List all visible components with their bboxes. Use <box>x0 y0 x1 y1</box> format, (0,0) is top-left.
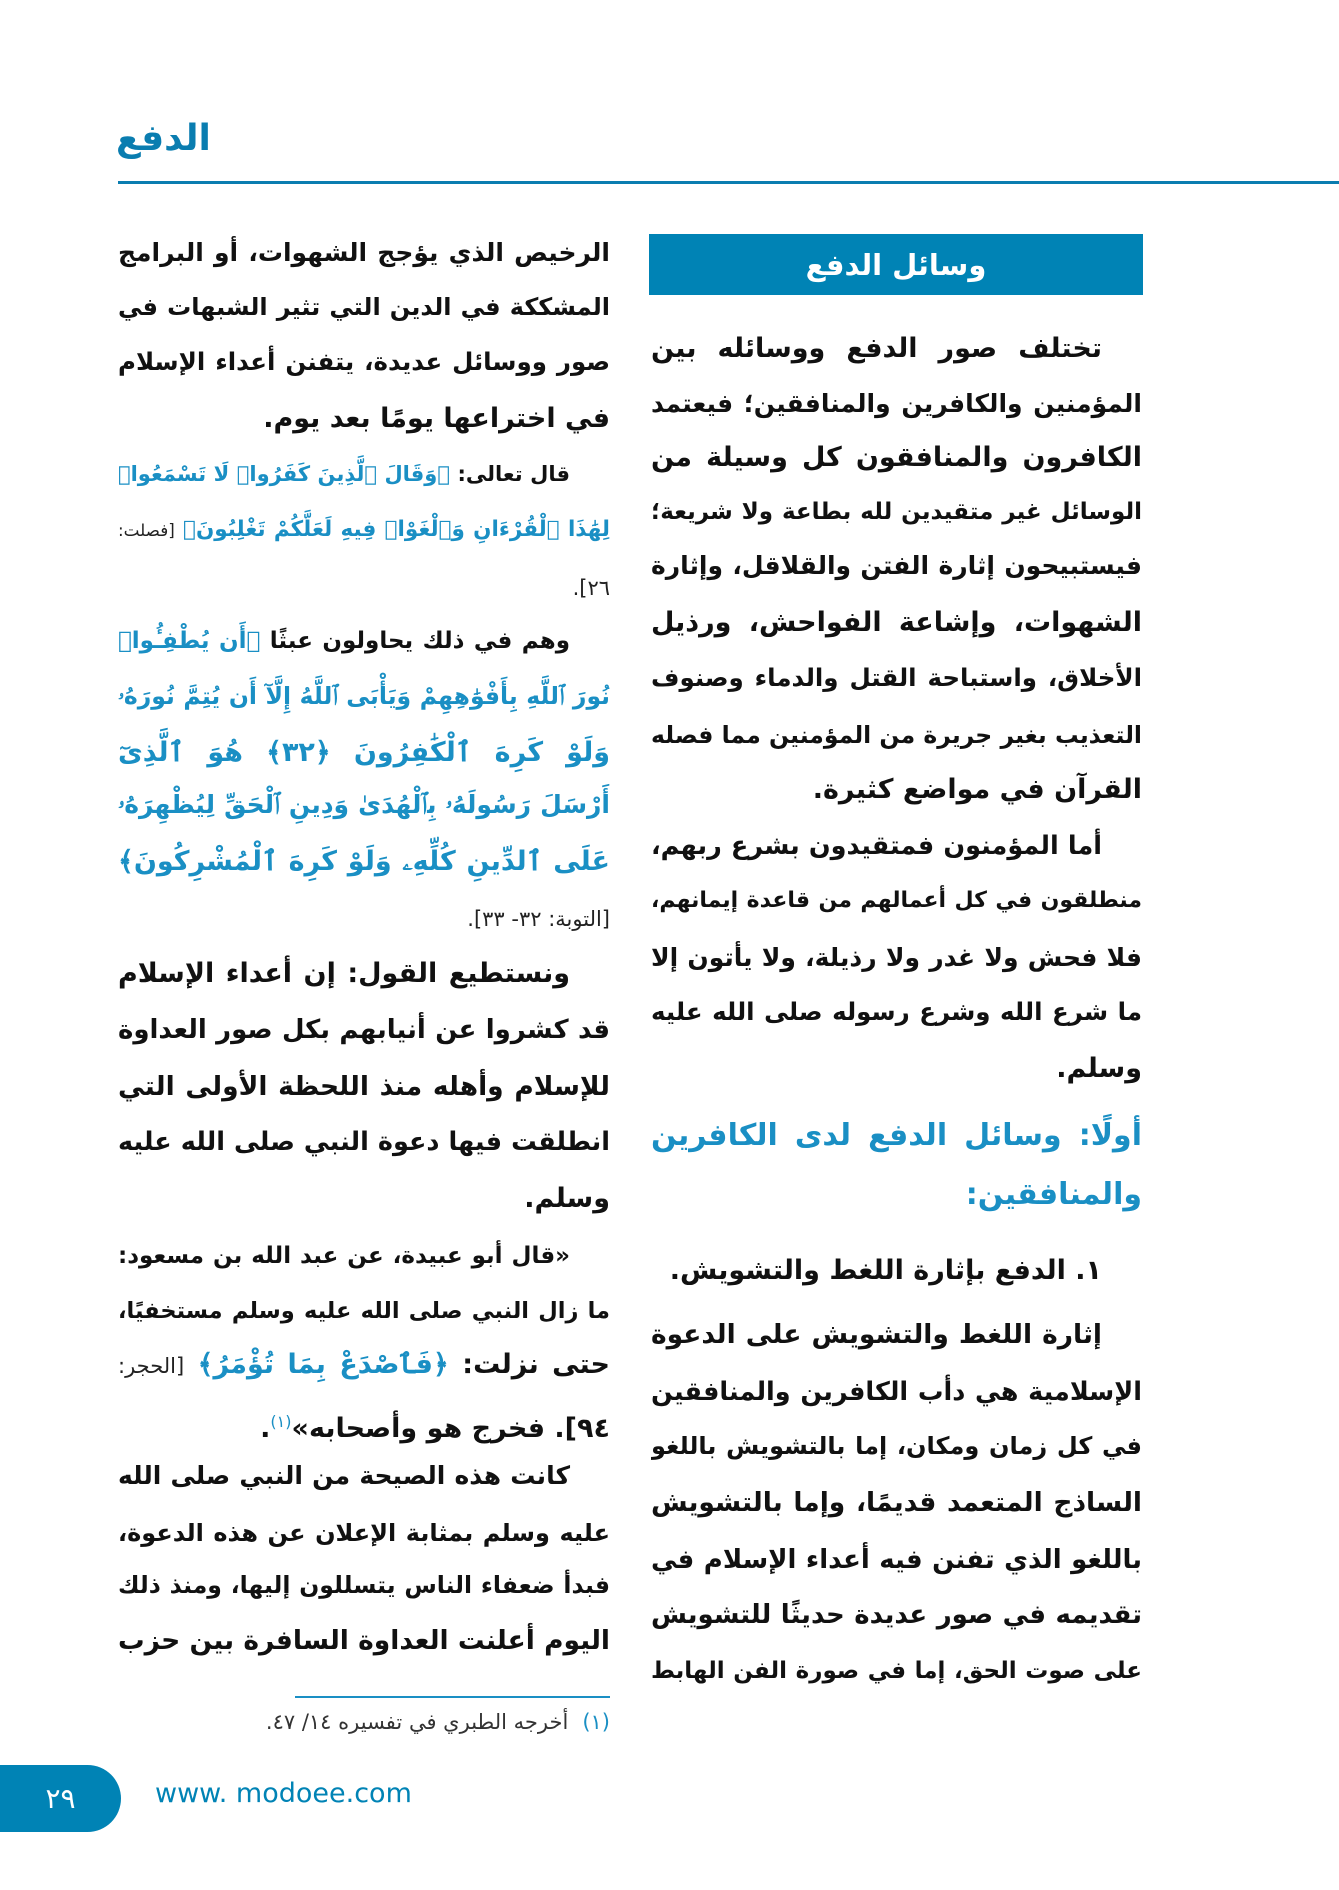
text: في اختراعها يومًا بعد يوم. <box>263 403 610 435</box>
quran-verse: لِهَٰذَا ٱلْقُرْءَانِ وَٱلْغَوْا۟ فِيهِ لَعَلَّكُمْ تَغْلِبُونَ﴾ <box>174 517 610 543</box>
quran-verse: ﴿أَن يُطْفِـُٔوا۟ <box>118 628 261 655</box>
footnote <box>118 1710 610 1734</box>
text-line <box>118 1557 610 1613</box>
page-number: ٢٩ <box>45 1782 76 1815</box>
website-url: www. modoee.com <box>155 1778 412 1809</box>
running-header-title: الدفع <box>116 118 211 159</box>
text-line <box>651 321 1142 377</box>
text-line <box>118 1002 610 1058</box>
text-line <box>651 1243 1142 1299</box>
text: الشهوات، وإشاعة الفواحش، ورذيل <box>651 606 1142 638</box>
text-line <box>651 1307 1142 1363</box>
text: تقديمه في صور عديدة حديثًا للتشويش <box>651 1599 1142 1630</box>
text: التعذيب بغير جريرة من المؤمنين مما فصله <box>651 721 1142 750</box>
footnote-rule <box>295 1696 610 1698</box>
text-line <box>651 484 1142 540</box>
quran-verse: أَرْسَلَ رَسُولَهُۥ بِٱلْهُدَىٰ وَدِينِ ٱلْحَقِّ لِيُظْهِرَهُۥ <box>118 789 610 819</box>
text: القرآن في مواضع كثيرة. <box>812 774 1142 806</box>
text-line <box>118 1171 610 1227</box>
footnote-number: (١) <box>582 1710 610 1734</box>
section-heading <box>649 234 1143 295</box>
text-line <box>651 650 1142 706</box>
citation: [الحجر: <box>118 1354 185 1379</box>
quran-verse: عَلَى ٱلدِّينِ كُلِّهِۦ وَلَوْ كَرِهَ ٱلْمُشْرِكُونَ﴾ <box>118 845 610 877</box>
section-heading-text: وسائل الدفع <box>805 247 987 282</box>
text: منطلقون في كل أعمالهم من قاعدة إيمانهم، <box>651 888 1142 914</box>
text: اليوم أعلنت العداوة السافرة بين حزب <box>118 1625 610 1657</box>
text: قد كشروا عن أنيابهم بكل صور العداوة <box>118 1015 610 1046</box>
text-line <box>118 1114 610 1170</box>
text: حتى نزلت: <box>448 1349 610 1381</box>
text-line <box>651 1041 1142 1097</box>
text: أما المؤمنون فمتقيدون بشرع ربهم، <box>651 830 1102 861</box>
text-line <box>118 890 610 946</box>
text: كانت هذه الصيحة من النبي صلى الله <box>118 1461 570 1491</box>
text-line <box>118 725 610 781</box>
text-line <box>118 391 610 447</box>
quran-verse: ﴿وَقَالَ ٱلَّذِينَ كَفَرُوا۟ لَا تَسْمَعُوا۟ <box>118 461 450 486</box>
text-line <box>118 1059 610 1115</box>
text: ١. الدفع بإثارة اللغط والتشويش. <box>669 1255 1102 1287</box>
text: ما زال النبي صلى الله عليه وسلم مستخفيًا، <box>118 1298 610 1325</box>
text: صور ووسائل عديدة، يتفنن أعداء الإسلام <box>118 346 610 376</box>
text: وسلم. <box>1056 1052 1142 1084</box>
text-line <box>651 1587 1142 1643</box>
text: فلا فحش ولا غدر ولا رذيلة، ولا يأتون إلا <box>651 942 1142 972</box>
text: ونستطيع القول: إن أعداء الإسلام <box>118 957 570 989</box>
text-line <box>118 225 610 281</box>
text: الرخيص الذي يؤجج الشهوات، أو البرامج <box>118 238 610 268</box>
text-line <box>118 834 610 890</box>
text: أولًا: وسائل الدفع لدى الكافرين <box>651 1118 1142 1154</box>
text: فيستبيحون إثارة الفتن والقلاقل، وإثارة <box>651 551 1142 581</box>
text-line <box>118 1283 610 1339</box>
text-line <box>118 1613 610 1669</box>
text: ٩٤]. فخرج هو وأصحابه» <box>291 1412 610 1444</box>
text: للإسلام وأهله منذ اللحظة الأولى التي <box>118 1070 610 1102</box>
text-line <box>118 1394 610 1450</box>
text-line <box>118 502 610 558</box>
page-number-badge <box>0 1765 121 1832</box>
text: على صوت الحق، إما في صورة الفن الهابط <box>651 1658 1142 1685</box>
text: باللغو الذي تفنن فيه أعداء الإسلام في <box>651 1545 1142 1576</box>
footnote-text: أخرجه الطبري في تفسيره ١٤/ ٤٧. <box>265 1710 569 1734</box>
text-line <box>651 595 1142 651</box>
text-line <box>118 668 610 724</box>
text-line <box>651 707 1142 763</box>
text: إثارة اللغط والتشويش على الدعوة <box>651 1319 1102 1351</box>
footnote-ref: (١) <box>270 1411 292 1431</box>
text: وهم في ذلك يحاولون عبثًا <box>260 628 570 655</box>
text: المشككة في الدين التي تثير الشبهات في <box>118 293 610 322</box>
text: المؤمنين والكافرين والمنافقين؛ فيعتمد <box>651 388 1142 418</box>
text: . <box>260 1412 271 1444</box>
text-line <box>118 777 610 833</box>
text-line <box>651 1532 1142 1588</box>
quran-verse: نُورَ ٱللَّهِ بِأَفْوَٰهِهِمْ وَيَأْبَى ٱللَّهُ إِلَّآ أَن يُتِمَّ نُورَهُۥ <box>118 682 610 711</box>
text-line <box>118 334 610 390</box>
text-line <box>651 1418 1142 1474</box>
text-line <box>651 1364 1142 1420</box>
text: ما شرع الله وشرع رسوله صلى الله عليه <box>651 997 1142 1027</box>
citation: [التوبة: ٣٢- ٣٣]. <box>467 907 610 932</box>
text-line <box>118 279 610 335</box>
text-line <box>118 1448 610 1504</box>
text: في كل زمان ومكان، إما بالتشويش باللغو <box>651 1432 1142 1460</box>
text-line <box>651 1475 1142 1531</box>
text-line <box>118 559 610 615</box>
text: الساذج المتعمد قديمًا، وإما بالتشويش <box>651 1486 1142 1518</box>
text: عليه وسلم بمثابة الإعلان عن هذه الدعوة، <box>118 1518 610 1547</box>
text: قال تعالى: <box>449 461 570 486</box>
text-line <box>651 538 1142 594</box>
text-line <box>118 613 610 669</box>
subheading-line <box>651 1108 1142 1164</box>
text-line <box>118 446 610 502</box>
text: الوسائل غير متقيدين لله بطاعة ولا شريعة؛ <box>651 499 1142 526</box>
text-line <box>651 1643 1142 1699</box>
text-line <box>651 984 1142 1040</box>
text: انطلقت فيها دعوة النبي صلى الله عليه <box>118 1127 610 1158</box>
text-line <box>651 930 1142 986</box>
text: الإسلامية هي دأب الكافرين والمنافقين <box>651 1376 1142 1407</box>
text: فبدأ ضعفاء الناس يتسللون إليها، ومنذ ذلك <box>118 1570 610 1599</box>
text-line <box>651 818 1142 874</box>
citation: [فصلت: <box>118 520 175 541</box>
text: تختلف صور الدفع ووسائله بين <box>651 333 1102 365</box>
text: الكافرون والمنافقون كل وسيلة من <box>651 441 1142 473</box>
text-line <box>651 430 1142 486</box>
text: الأخلاق، واستباحة القتل والدماء وصنوف <box>651 663 1142 693</box>
quran-verse: وَلَوْ كَرِهَ ٱلْكَٰفِرُونَ ﴿٣٢﴾ هُوَ ٱلَّذِىٓ <box>118 737 610 769</box>
text-line <box>118 1228 610 1284</box>
text-line <box>651 762 1142 818</box>
citation: ٢٦]. <box>572 575 610 600</box>
text-line <box>118 1505 610 1561</box>
quran-verse: ﴿فَٱصْدَعْ بِمَا تُؤْمَرُ﴾ <box>184 1349 449 1381</box>
subheading-line <box>651 1167 1142 1223</box>
text-line <box>651 873 1142 929</box>
text-line <box>651 376 1142 432</box>
text: والمنافقين: <box>965 1177 1142 1213</box>
header-rule <box>118 181 1339 184</box>
text-line <box>118 1337 610 1393</box>
text: «قال أبو عبيدة، عن عبد الله بن مسعود: <box>118 1242 570 1269</box>
text-line <box>118 946 610 1002</box>
text: وسلم. <box>524 1182 610 1214</box>
